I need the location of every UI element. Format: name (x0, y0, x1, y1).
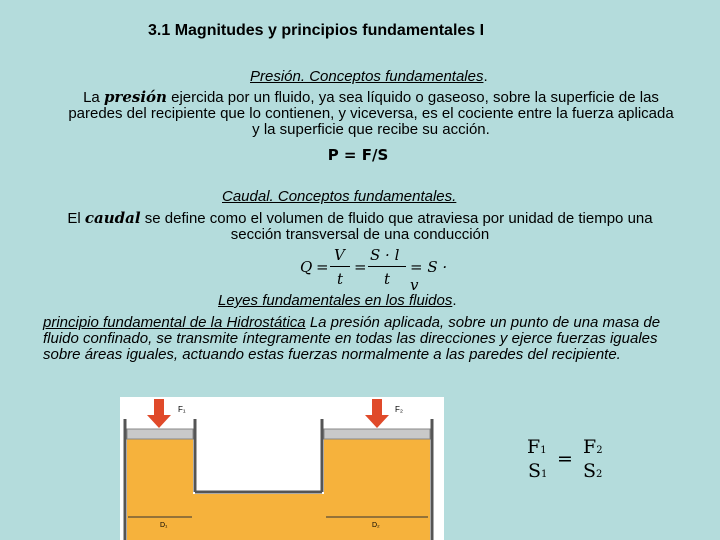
hydraulic-press-diagram (120, 397, 444, 540)
formula-eq: = (316, 258, 329, 276)
pressure-paragraph (66, 89, 676, 138)
pressure-heading-suffix: . (483, 68, 488, 85)
diagram-svg (120, 397, 444, 540)
pascal-f2: F2 (583, 436, 603, 458)
label-f2: F₂ (395, 405, 403, 414)
label-f1: F₁ (178, 405, 186, 414)
pressure-text: ejercida por un fluido, ya sea líquido o gaseoso, sobre la superficie de las paredes del recipiente que lo contienen, y viceversa, es el cociente entre la fuerza aplicada y la superficie que recibe su acción. (68, 89, 674, 138)
formula-sl-den: t (384, 270, 391, 288)
slide-title: 3.1 Magnitudes y principios fundamentales I (148, 22, 485, 39)
laws-heading-suffix: . (452, 292, 457, 309)
pressure-heading-line (250, 69, 550, 85)
laws-heading-line (218, 293, 457, 309)
pressure-formula: P = F/S (327, 146, 389, 164)
pressure-heading: Presión. Conceptos fundamentales (250, 68, 484, 85)
formula-q: Q (300, 258, 313, 276)
pipe-liquid (193, 494, 324, 540)
pascal-s1: S1 (528, 460, 548, 482)
left-arrow-head (147, 415, 171, 428)
pipe-gap (196, 397, 321, 491)
pascal-formula (525, 436, 615, 486)
flow-paragraph (45, 210, 675, 243)
flow-formula (300, 246, 460, 294)
pressure-intro: La (83, 89, 104, 106)
formula-rhs: = S · v (410, 258, 448, 294)
formula-eq-2: = (354, 258, 367, 276)
pascal-s2: S2 (583, 460, 603, 482)
laws-text: La presión aplicada, sobre un punto de una masa de fluido confinado, se transmite íntegramente en todas las direcciones y ejerce fuerzas iguales sobre áreas iguales, actuando estas fuerzas normalmente a las paredes del recipiente. (43, 314, 661, 363)
formula-sl-num: S · l (370, 246, 400, 264)
right-piston (324, 429, 430, 439)
flow-text: se define como el volumen de fluido que atraviesa por unidad de tiempo una sección transversal de una conducción (140, 210, 653, 243)
flow-heading: Caudal. Conceptos fundamentales. (222, 188, 457, 205)
label-d1: D₁ (160, 522, 168, 529)
label-d2: D₂ (372, 522, 380, 529)
laws-heading: Leyes fundamentales en los fluidos (218, 292, 453, 309)
formula-v-num: V (334, 246, 345, 264)
left-piston (127, 429, 193, 439)
fraction-bar-1 (330, 266, 350, 267)
right-arrow-head (365, 415, 389, 428)
pressure-keyword: presión (103, 88, 167, 106)
laws-paragraph (43, 315, 693, 363)
fraction-bar-2 (368, 266, 406, 267)
formula-v-den: t (337, 270, 344, 288)
right-arrow-shaft (372, 399, 382, 417)
hydrostatic-principle: principio fundamental de la Hidrostática (43, 314, 306, 331)
left-arrow-shaft (154, 399, 164, 417)
flow-keyword: caudal (84, 209, 141, 227)
pascal-eq: = (557, 448, 573, 470)
pascal-f1: F1 (527, 436, 547, 458)
flow-intro: El (67, 210, 85, 227)
